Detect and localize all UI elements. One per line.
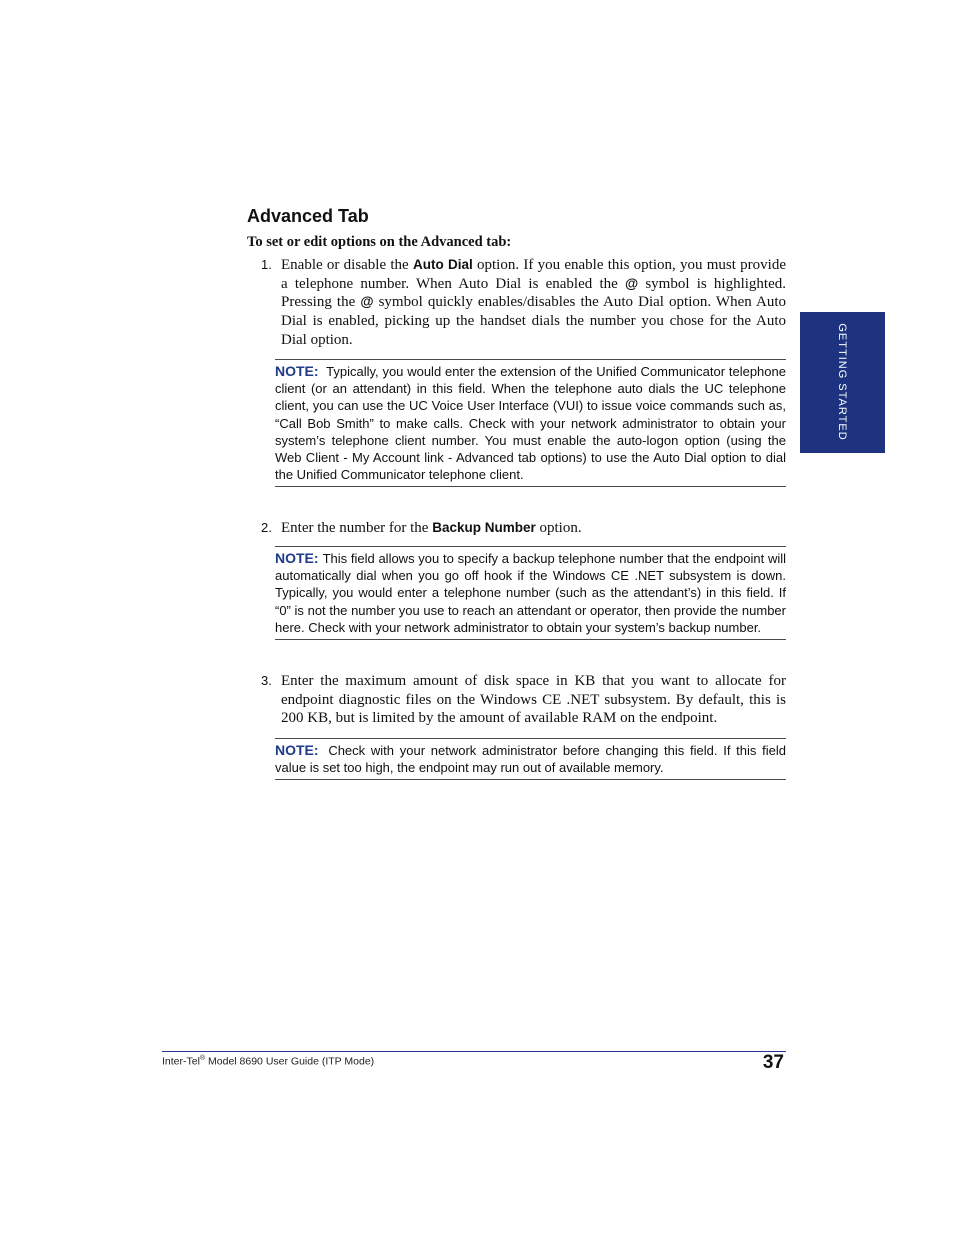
footer-title: Inter-Tel® Model 8690 User Guide (ITP Mode) (162, 1055, 375, 1068)
list-item (261, 256, 786, 350)
note-text: Typically, you would enter the extension of the Unified Communicator telephone client (or an attendant) in this field. When the telephone auto dials the UC telephone client, you can use the UC Voice User Interface (VUI) to issue voice commands such as, “Call Bob Smith” to make calls. Check with your network administrator to obtain your system’s telephone client number. You must enable the auto-logon option (using the Web Client - My Account link - Advanced tab options) to use the Auto Dial option to dial the Unified Communicator telephone client. (275, 364, 786, 483)
option-name: Auto Dial (412, 257, 473, 272)
page-number: 37 (762, 1052, 784, 1073)
note-label: NOTE: (275, 742, 319, 758)
step-number: 1. (261, 257, 272, 272)
step-text: Enter the maximum amount of disk space in KB that you want to allocate for endpoint diagnostic files on the Windows CE .NET subsystem. By default, this is 200 KB, but is limited by the amount of available RAM on the endpoint. (281, 673, 786, 727)
note-box (275, 359, 786, 487)
at-symbol: @ (360, 294, 374, 310)
step-number: 3. (261, 673, 272, 688)
note-text: This field allows you to specify a backup telephone number that the endpoint will automatically dial when you go off hook if the Windows CE .NET subsystem is down. Typically, you would enter a telephone number (such as the attendant’s) in this field. If “0” is not the number you use to reach an attendant or operator, then provide the number here. Check with your network administrator to obtain your system’s backup number. (275, 551, 786, 635)
at-symbol: @ (624, 275, 639, 291)
chapter-tab-label: GETTING STARTED (836, 323, 848, 441)
section-title: Advanced Tab (247, 206, 369, 226)
step-number: 2. (261, 520, 272, 535)
step-text: Enable or disable the Auto Dial option. If you enable this option, you must provide a telephone number. When Auto Dial is enabled the @ symbol is highlighted. Pressing the @ symbol quickly enables/disables the Auto Dial option. When Auto Dial is enabled, picking up the handset dials the number you chose for the Auto Dial option. (281, 257, 787, 348)
note-label: NOTE: (275, 363, 319, 379)
footer-rule (162, 1051, 786, 1052)
step-text: Enter the number for the Backup Number option. (281, 520, 582, 536)
note-box (275, 738, 786, 780)
note-text: Check with your network administrator before changing this field. If this field value is set too high, the endpoint may run out of available memory. (275, 743, 786, 776)
list-item (261, 672, 786, 728)
option-name: Backup Number (432, 520, 536, 535)
chapter-tab (800, 312, 885, 453)
intro-text: To set or edit options on the Advanced tab: (247, 234, 512, 250)
note-box (275, 546, 786, 640)
note-label: NOTE: (275, 550, 319, 566)
list-item (261, 519, 786, 538)
